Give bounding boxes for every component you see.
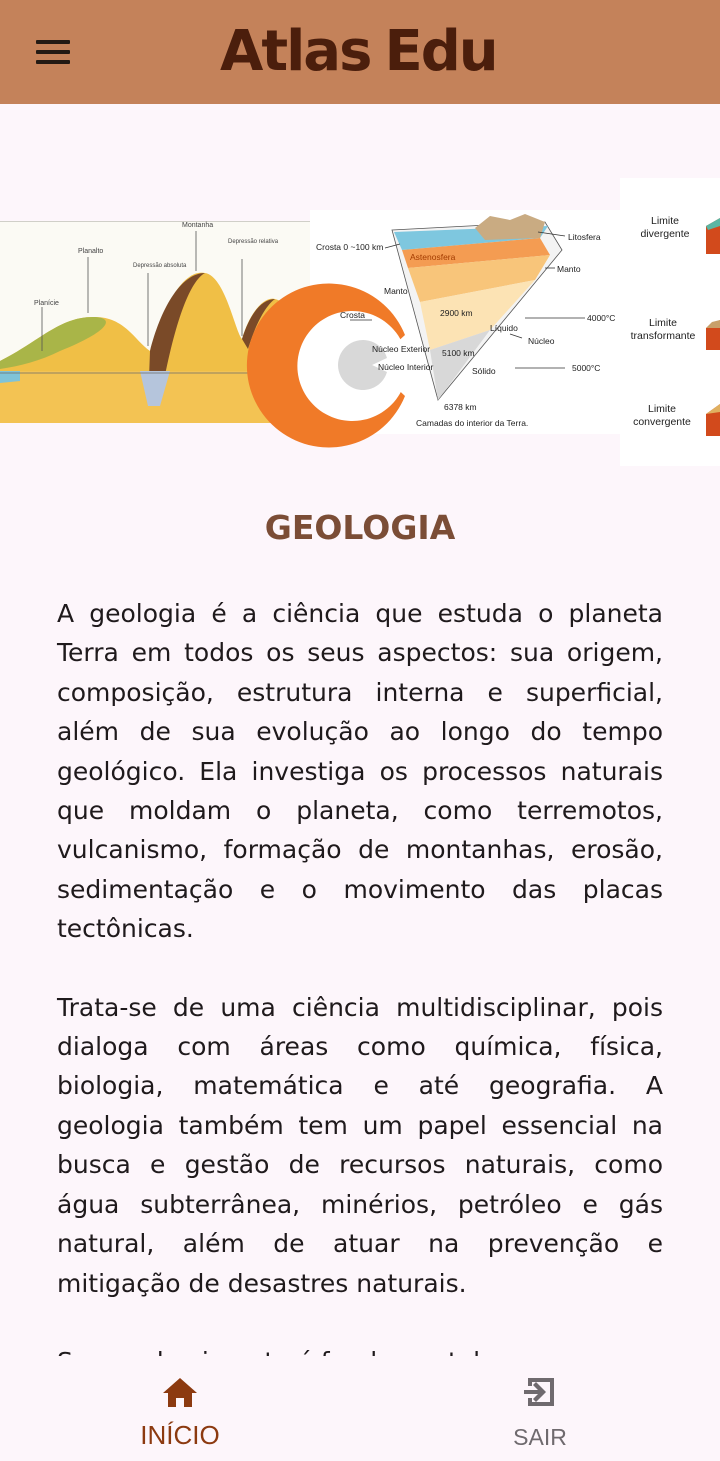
boundary-label-transformante-1: Limite	[648, 317, 678, 329]
boundary-label-convergente-1: Limite	[647, 403, 677, 415]
layer-label-5100km: 5100 km	[442, 348, 475, 358]
page-title: GEOLOGIA	[264, 508, 456, 547]
article-content[interactable]	[57, 594, 663, 1356]
layer-label-5000c: 5000°C	[572, 363, 601, 373]
plate-boundaries-image	[620, 178, 720, 466]
layer-label-astenosfera: Astenosfera	[410, 252, 456, 262]
layer-label-4000c: 4000°C	[587, 313, 616, 323]
layer-label-manto: Manto	[557, 264, 581, 274]
nav-home-button[interactable]	[0, 1356, 360, 1461]
image-carousel[interactable]	[0, 178, 720, 466]
relief-label-planalto: Planalto	[78, 248, 104, 255]
boundary-label-divergente-1: Limite	[650, 215, 680, 227]
layer-label-nucleo-exterior: Núcleo Exterior	[372, 344, 431, 354]
earth-layers-image	[310, 210, 620, 434]
nav-home-label: INÍCIO	[140, 1420, 220, 1450]
relief-label-montanha: Montanha	[182, 222, 214, 229]
layer-label-nucleo-interior: Núcleo Interior	[378, 362, 434, 372]
article-paragraph-2: Trata-se de uma ciência multidisciplinar, pois dialoga com áreas como química, física, biologia, matemática e até geografia. A geologia também tem um papel essencial na busca e gestão de recursos naturais, como água subterrânea, minérios, petróleo e gás natural, além de atuar na prevenção e mitigação de desastres naturais.	[57, 992, 663, 1298]
layer-label-crosta: Crosta	[340, 310, 366, 320]
boundary-label-transformante-2: transformante	[630, 330, 696, 342]
app-bar	[0, 0, 720, 104]
relief-label-depressao-relativa: Depressão relativa	[228, 239, 279, 245]
layer-label-crosta-depth: Crosta 0 ~100 km	[316, 242, 384, 252]
logo-word-edu: Edu	[384, 19, 497, 84]
boundary-label-divergente-2: divergente	[640, 228, 690, 240]
boundary-label-convergente-2: convergente	[633, 416, 691, 428]
relief-label-planicie: Planície	[34, 300, 59, 307]
layer-label-manto-left: Manto	[384, 286, 408, 296]
nav-exit-button[interactable]	[360, 1356, 720, 1461]
layer-caption: Camadas do interior da Terra.	[416, 418, 529, 428]
relief-label-depressao-absoluta: Depressão absoluta	[133, 263, 187, 269]
app-logo	[220, 20, 497, 84]
layer-label-6378km: 6378 km	[444, 402, 477, 412]
layer-label-liquido: Líquido	[490, 323, 518, 333]
layer-label-litosfera: Litosfera	[568, 232, 601, 242]
logo-word-atlas: Atlas	[220, 19, 371, 84]
bottom-navigation	[0, 1356, 720, 1461]
hamburger-menu-icon[interactable]	[26, 32, 80, 72]
nav-exit-label: SAIR	[513, 1424, 567, 1450]
home-icon	[160, 1372, 200, 1412]
layer-label-nucleo: Núcleo	[528, 336, 555, 346]
layer-label-solido: Sólido	[472, 366, 496, 376]
article-paragraph-1: A geologia é a ciência que estuda o planeta Terra em todos os seus aspectos: sua origem, composição, estrutura interna e superficial, além de sua evolução ao longo do tempo geológico. Ela investiga os processos naturais que moldam o planeta, como terremotos, vulcanismo, formação de montanhas, erosão, sedimentação e o movimento das placas tectônicas.	[57, 599, 663, 944]
layer-label-2900km: 2900 km	[440, 308, 473, 318]
exit-icon	[520, 1372, 560, 1412]
